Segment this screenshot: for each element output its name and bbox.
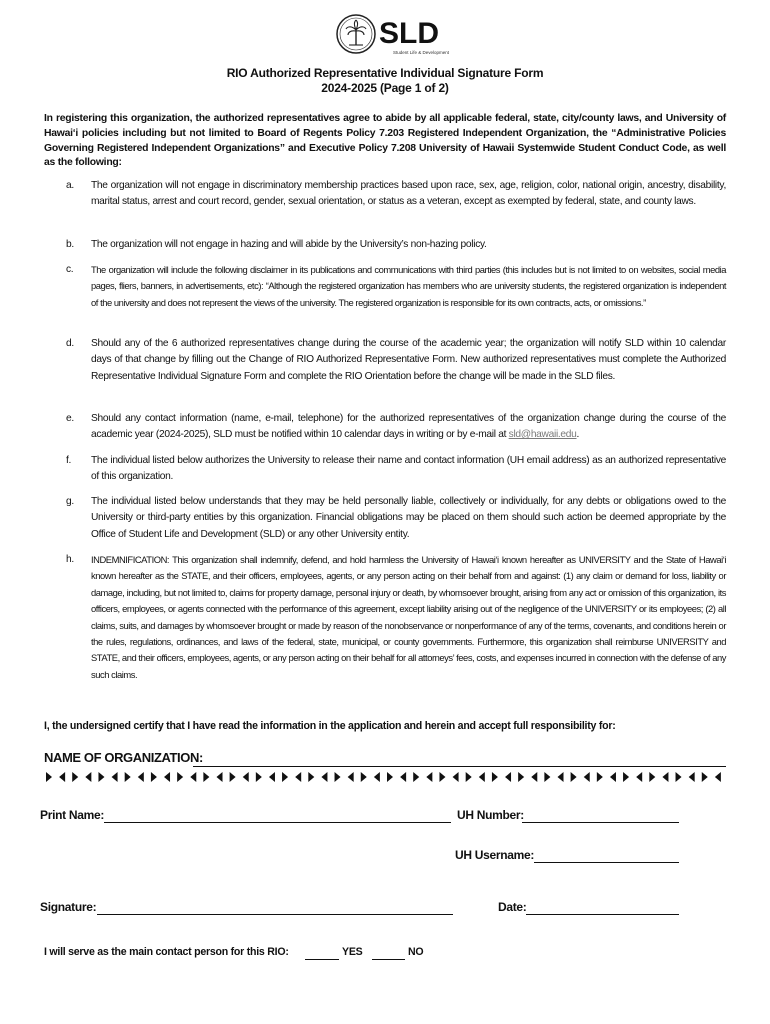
intro-paragraph: In registering this organization, the authorized representatives agree to abide by all applicable federal, state, city/county laws, and University of Hawai‘i policies including but not limited to Board of Regents Policy 7.203 Registered Independent Organization, the “Administrative Policies Governing Registered Independent Organizations” and Executive Policy 7.208 University of Hawaii Systemwide Student Conduct Code, as well as the following: bbox=[44, 113, 726, 169]
item-text: Should any of the 6 authorized representatives change during the course of the academic year; the organization will notify SLD within 10 calendar days of that change by filling out the Change of RIO Authorized Representative Form. New authorized representatives must complete the Authorized Representative Individual Signature Form and complete the RIO Orientation before the change will be made in the SLD files. bbox=[91, 338, 726, 382]
arrow-ornament bbox=[269, 772, 275, 782]
arrow-ornament bbox=[203, 772, 209, 782]
arrow-ornament bbox=[230, 772, 236, 782]
arrow-ornament bbox=[466, 772, 472, 782]
arrow-ornament bbox=[321, 772, 327, 782]
arrow-ornament bbox=[584, 772, 590, 782]
arrow-ornament bbox=[702, 772, 708, 782]
item-text-before: Should any contact information (name, e-mail, telephone) for the authorized representatives of the organization change during the course of the academic year (2024-2025), SLD must be notified within 10 calendar days in writing or by e-mail at bbox=[91, 413, 726, 441]
uh-username-field[interactable] bbox=[534, 862, 679, 863]
form-subtitle: 2024-2025 (Page 1 of 2) bbox=[321, 81, 449, 95]
arrow-ornament bbox=[374, 772, 380, 782]
arrow-ornament bbox=[400, 772, 406, 782]
arrow-ornament bbox=[662, 772, 668, 782]
date-label: Date: bbox=[498, 900, 527, 914]
form-title: RIO Authorized Representative Individual Signature Form bbox=[226, 66, 544, 80]
print-name-label: Print Name: bbox=[40, 808, 105, 822]
arrow-ornament bbox=[544, 772, 550, 782]
arrow-ornament bbox=[636, 772, 642, 782]
item-letter: e. bbox=[66, 413, 74, 424]
arrow-ornament bbox=[46, 772, 52, 782]
no-label: NO bbox=[408, 946, 424, 958]
certification-statement: I, the undersigned certify that I have read the information in the application and herein and accept full responsibility for: bbox=[44, 720, 616, 732]
arrow-ornament bbox=[558, 772, 564, 782]
list-item bbox=[66, 411, 726, 444]
item-text: The individual listed below understands that they may be held personally liable, collectively or individually, for any debts or obligations owed to the University or third-party entities by this organization. Financial obligations may be placed on them should such action be deemed appropriate by the Office of Student Life and Development (SLD) or any other University entity. bbox=[91, 496, 726, 540]
uh-number-label: UH Number: bbox=[457, 808, 525, 822]
arrow-ornament bbox=[689, 772, 695, 782]
arrow-ornament bbox=[217, 772, 223, 782]
arrow-ornament bbox=[85, 772, 91, 782]
arrow-ornament bbox=[282, 772, 288, 782]
arrow-ornament bbox=[531, 772, 537, 782]
arrow-ornament bbox=[571, 772, 577, 782]
uh-number-field[interactable] bbox=[522, 822, 679, 823]
arrow-ornament bbox=[151, 772, 157, 782]
logo-subtext: Student Life & Development bbox=[393, 50, 450, 55]
arrow-ornament bbox=[479, 772, 485, 782]
sld-logo bbox=[333, 12, 450, 58]
no-blank[interactable] bbox=[372, 959, 405, 960]
item-text-after: . bbox=[576, 429, 580, 441]
item-letter: h. bbox=[66, 554, 74, 565]
item-text: INDEMNIFICATION: This organization shall indemnify, defend, and hold harmless the University of Hawai‘i known hereafter as UNIVERSITY and the State of Hawai‘i known hereafter as the STATE, and their officers, employees, agents, or any person acting on their behalf from and against: (1) any claim or demand for loss, liability or damage, including, but not limited to, claims for property damage, personal injury or death, by whomsoever brought, arising from any act or omission of this organization, its officers, employees, or agents connected with the performance of this agreement, except liability arising out of the negligence of the UNIVERSITY or its employees; (2) all claims, suits, and damages by whomsoever brought or made by reason of the nonobservance or nonperformance of any of the terms, covenants, and conditions herein or the rules, regulations, ordinances, and laws of the federal, state, municipal, or county governments. Furthermore, this organization shall reimburse UNIVERSITY and STATE, and their officers, employees, agents, or any person acting on their behalf for all attorneys’ fees, costs, and expenses incurred in connection with the defense of any such claims. bbox=[91, 554, 726, 680]
arrow-ornament bbox=[361, 772, 367, 782]
arrow-ornament bbox=[715, 772, 721, 782]
uh-username-label: UH Username: bbox=[455, 848, 535, 862]
item-letter: a. bbox=[66, 180, 74, 191]
arrow-ornament bbox=[125, 772, 131, 782]
item-letter: f. bbox=[66, 455, 72, 466]
arrow-ornament bbox=[335, 772, 341, 782]
arrow-ornament bbox=[505, 772, 511, 782]
arrow-ornament bbox=[256, 772, 262, 782]
list-item bbox=[66, 178, 726, 211]
arrow-ornament bbox=[413, 772, 419, 782]
item-text: The organization will include the following disclaimer in its publications and communications with third parties (this includes but is not limited to on websites, social media pages, fliers, banners, in advertisements, etc): “Although the registered organization has members who are university students, the registered organization is independent of the university and does not represent the views of the university. The registered organization is responsible for its own contracts, acts, or omissions.” bbox=[91, 264, 726, 308]
list-item bbox=[66, 237, 726, 253]
arrow-ornament bbox=[59, 772, 65, 782]
sld-email-link[interactable]: sld@hawaii.edu bbox=[508, 429, 577, 441]
print-name-field[interactable] bbox=[104, 822, 451, 823]
arrow-ornament bbox=[597, 772, 603, 782]
item-text: The organization will not engage in discriminatory membership practices based upon race, sex, age, religion, color, national origin, ancestry, disability, marital status, arrest and court record, gender, sexual orientation, or status as a veteran, except as exempted by federal, state, and county laws. bbox=[91, 180, 726, 208]
arrow-ornament bbox=[308, 772, 314, 782]
signature-label: Signature: bbox=[40, 900, 97, 914]
org-name-row bbox=[44, 750, 726, 768]
logo-text: SLD bbox=[379, 17, 439, 50]
arrow-ornament bbox=[72, 772, 78, 782]
list-item bbox=[66, 552, 726, 683]
arrow-ornament bbox=[138, 772, 144, 782]
yes-blank[interactable] bbox=[305, 959, 339, 960]
signature-field[interactable] bbox=[97, 914, 453, 915]
arrow-ornament bbox=[676, 772, 682, 782]
arrow-ornament bbox=[439, 772, 445, 782]
arrow-ornament bbox=[112, 772, 118, 782]
main-contact-question: I will serve as the main contact person for this RIO: bbox=[44, 946, 289, 958]
arrow-ornament bbox=[164, 772, 170, 782]
arrow-ornament bbox=[190, 772, 196, 782]
list-item bbox=[66, 262, 726, 311]
date-field[interactable] bbox=[526, 914, 679, 915]
arrow-ornament bbox=[623, 772, 629, 782]
item-text: The individual listed below authorizes the University to release their name and contact information (UH email address) as an authorized representative of this organization. bbox=[91, 455, 726, 483]
yes-label: YES bbox=[342, 946, 363, 958]
item-text: The organization will not engage in hazing and will abide by the University’s non-hazing policy. bbox=[91, 239, 487, 250]
arrow-ornament bbox=[518, 772, 524, 782]
item-text bbox=[91, 411, 726, 444]
arrow-ornament bbox=[610, 772, 616, 782]
arrow-ornament bbox=[649, 772, 655, 782]
list-item bbox=[66, 336, 726, 385]
item-letter: b. bbox=[66, 239, 74, 250]
org-name-label: NAME OF ORGANIZATION: bbox=[44, 750, 203, 765]
arrow-ornament bbox=[98, 772, 104, 782]
list-item bbox=[66, 453, 726, 486]
item-letter: c. bbox=[66, 264, 74, 275]
item-letter: g. bbox=[66, 496, 74, 507]
arrow-ornament bbox=[177, 772, 183, 782]
item-letter: d. bbox=[66, 338, 74, 349]
arrow-ornament bbox=[348, 772, 354, 782]
arrow-ornament bbox=[492, 772, 498, 782]
arrow-ornament bbox=[387, 772, 393, 782]
org-name-field[interactable] bbox=[193, 766, 726, 767]
arrow-ornament bbox=[453, 772, 459, 782]
arrow-ornament bbox=[426, 772, 432, 782]
arrow-ornament bbox=[243, 772, 249, 782]
list-item bbox=[66, 494, 726, 543]
arrow-divider bbox=[44, 771, 726, 783]
arrow-ornament bbox=[295, 772, 301, 782]
